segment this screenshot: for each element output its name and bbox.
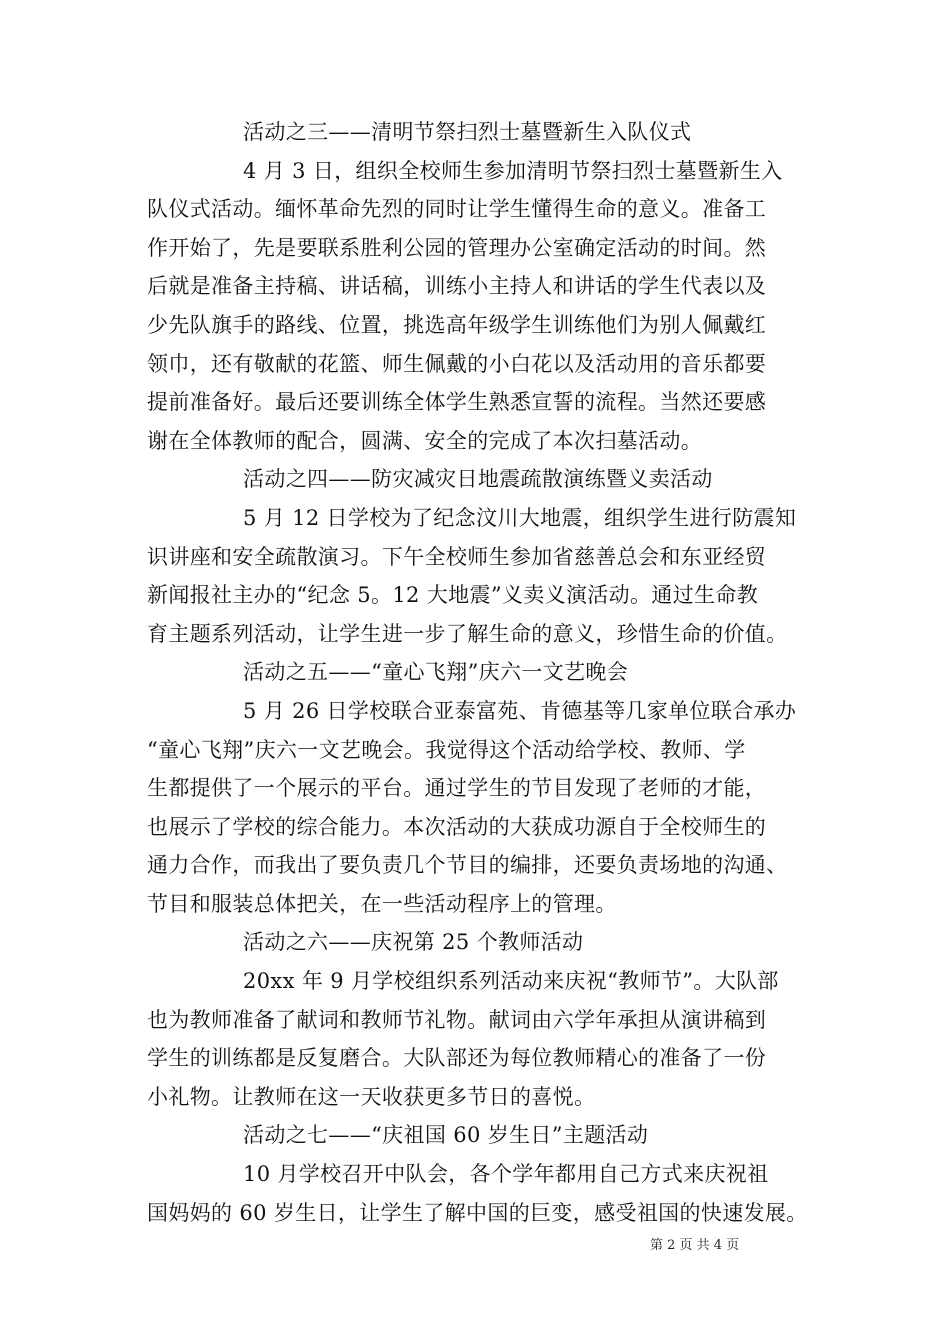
paragraph-line: 学生的训练都是反复磨合。大队部还为每位教师精心的准备了一份 — [147, 1046, 767, 1071]
paragraph-line: 谢在全体教师的配合，圆满、安全的完成了本次扫墓活动。 — [147, 428, 703, 453]
paragraph-line: 5 月 26 日学校联合亚泰富苑、肯德基等几家单位联合承办 — [243, 698, 797, 723]
paragraph-line: 少先队旗手的路线、位置，挑选高年级学生训练他们为别人佩戴红 — [147, 312, 767, 337]
paragraph-line: 新闻报社主办的“纪念 5。12 大地震”义卖义演活动。通过生命教 — [147, 583, 759, 608]
paragraph-line: 国妈妈的 60 岁生日，让学生了解中国的巨变，感受祖国的快速发展。 — [147, 1200, 808, 1225]
paragraph-line: 领巾，还有敬献的花篮、师生佩戴的小白花以及活动用的音乐都要 — [147, 351, 767, 376]
paragraph-line: 提前准备好。最后还要训练全体学生熟悉宣誓的流程。当然还要感 — [147, 390, 767, 415]
paragraph-line: 20xx 年 9 月学校组织系列活动来庆祝“教师节”。大队部 — [243, 969, 779, 994]
paragraph-line: “童心飞翔”庆六一文艺晚会。我觉得这个活动给学校、教师、学 — [147, 737, 746, 762]
paragraph-line: 通力合作，而我出了要负责几个节目的编排，还要负责场地的沟通、 — [147, 853, 788, 878]
document-body — [147, 113, 817, 1232]
section-heading-6: 活动之六——庆祝第 25 个教师活动 — [243, 930, 584, 955]
paragraph-line: 作开始了，先是要联系胜利公园的管理办公室确定活动的时间。然 — [147, 235, 767, 260]
paragraph-line: 也为教师准备了献词和教师节礼物。献词由六学年承担从演讲稿到 — [147, 1007, 767, 1032]
section-heading-3: 活动之三——清明节祭扫烈士墓暨新生入队仪式 — [243, 120, 692, 144]
paragraph-line: 也展示了学校的综合能力。本次活动的大获成功源自于全校师生的 — [147, 814, 767, 839]
section-heading-7: 活动之七——“庆祖国 60 岁生日”主题活动 — [243, 1123, 649, 1148]
paragraph-line: 小礼物。让教师在这一天收获更多节日的喜悦。 — [147, 1084, 596, 1109]
paragraph-line: 10 月学校召开中队会，各个学年都用自己方式来庆祝祖 — [243, 1162, 769, 1187]
section-heading-5: 活动之五——“童心飞翔”庆六一文艺晚会 — [243, 660, 629, 685]
paragraph-line: 后就是准备主持稿、讲话稿，训练小主持人和讲话的学生代表以及 — [147, 274, 767, 299]
paragraph-line: 识讲座和安全疏散演习。下午全校师生参加省慈善总会和东亚经贸 — [147, 544, 767, 569]
paragraph-line: 生都提供了一个展示的平台。通过学生的节目发现了老师的才能， — [147, 776, 767, 801]
paragraph-line: 节目和服装总体把关，在一些活动程序上的管理。 — [147, 891, 617, 916]
paragraph-line: 育主题系列活动，让学生进一步了解生命的意义，珍惜生命的价值。 — [147, 621, 788, 646]
paragraph-line: 队仪式活动。缅怀革命先烈的同时让学生懂得生命的意义。准备工 — [147, 197, 767, 222]
paragraph-line: 4 月 3 日，组织全校师生参加清明节祭扫烈士墓暨新生入 — [243, 158, 783, 183]
section-heading-4: 活动之四——防灾减灾日地震疏散演练暨义卖活动 — [243, 467, 713, 492]
page-number-footer: 第 2 页 共 4 页 — [650, 1238, 740, 1253]
paragraph-line: 5 月 12 日学校为了纪念汶川大地震，组织学生进行防震知 — [243, 505, 797, 530]
